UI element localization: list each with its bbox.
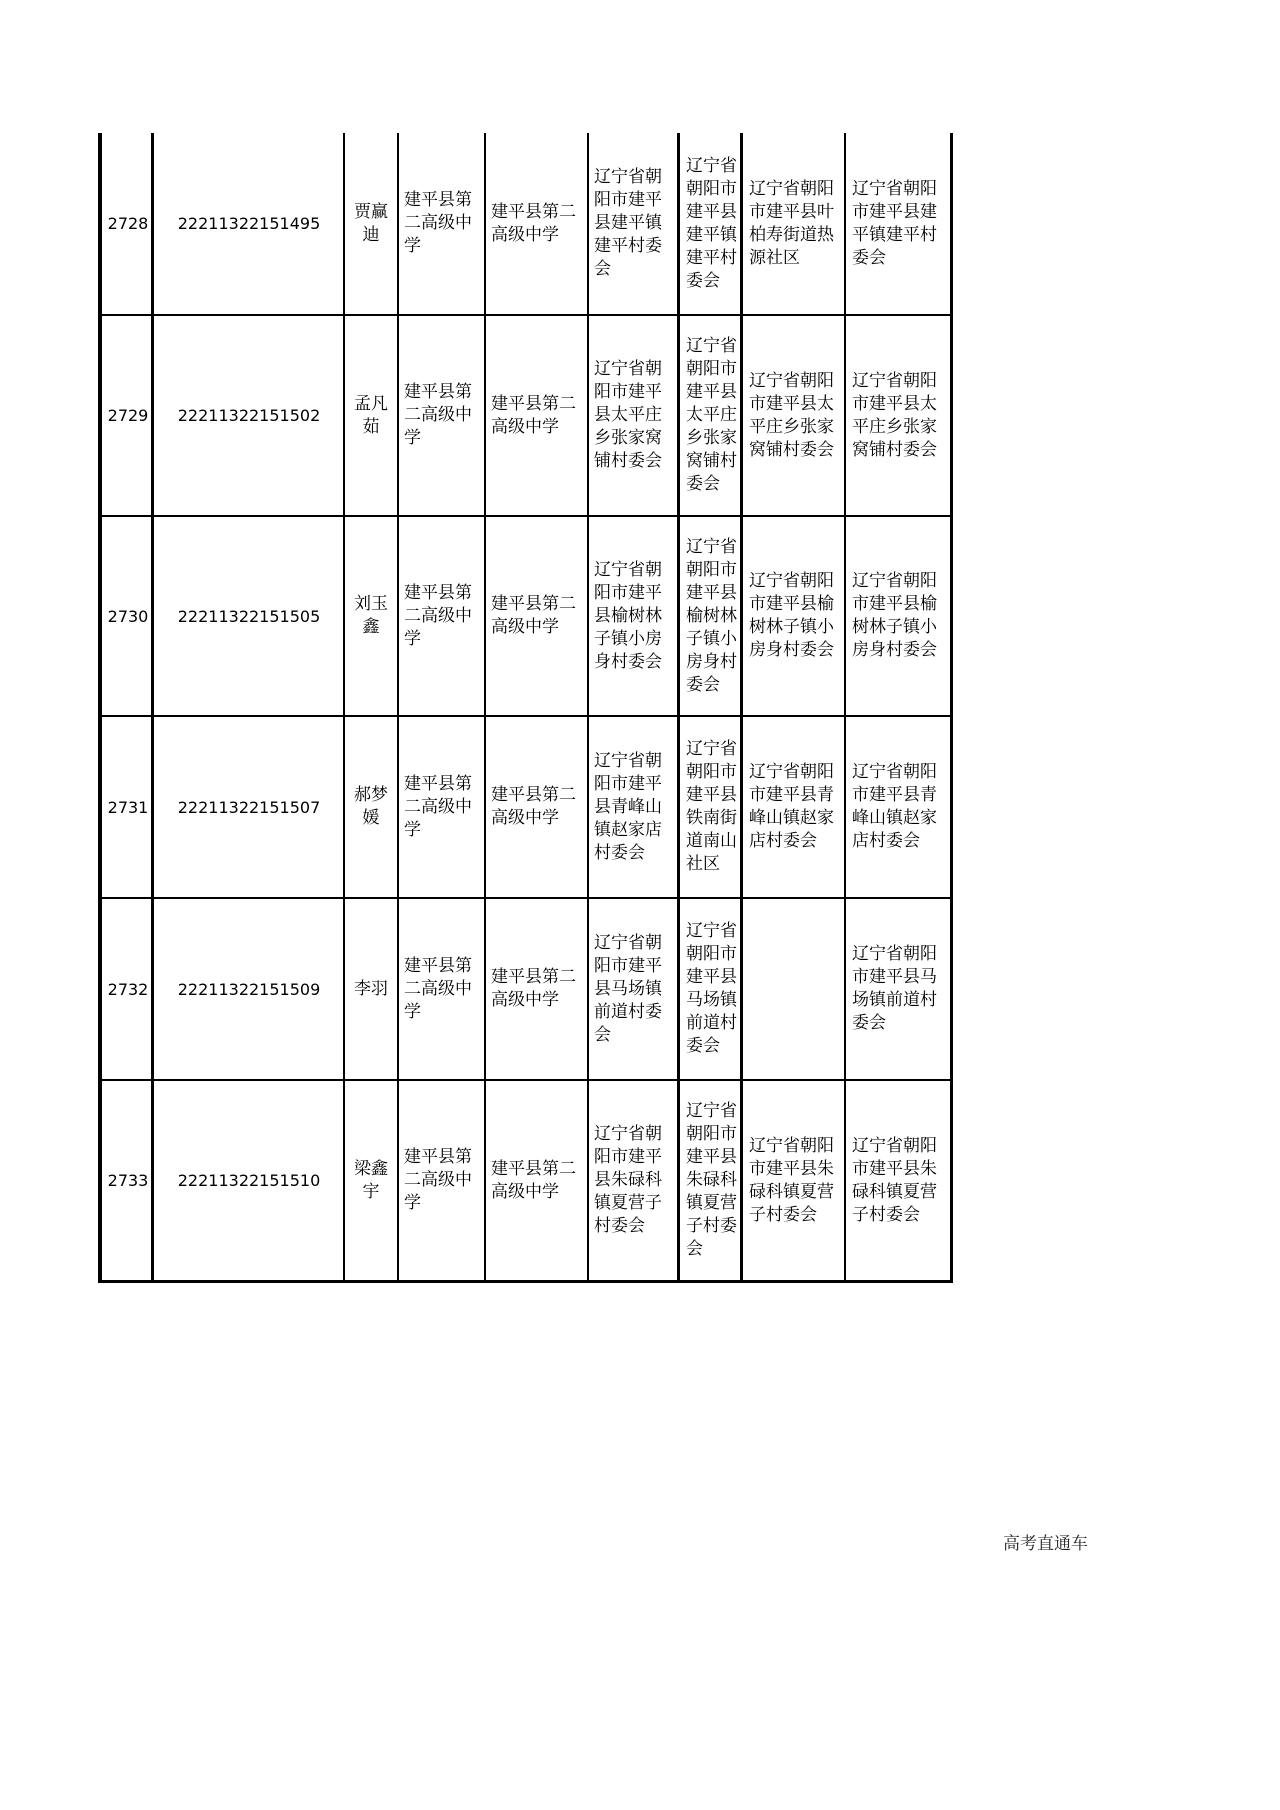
table-row xyxy=(102,1081,950,1280)
address-cell xyxy=(682,316,744,515)
school-name: 建平县第二高级中学 xyxy=(491,594,576,637)
school-cell xyxy=(398,316,485,515)
address-cell xyxy=(588,899,682,1079)
exam-id: 22211322151510 xyxy=(177,1171,321,1190)
address-cell xyxy=(588,1081,682,1280)
address-text: 辽宁省朝阳市建平县榆树林子镇小房身村委会 xyxy=(749,571,834,660)
exam-id: 22211322151507 xyxy=(177,797,321,817)
exam-id: 22211322151502 xyxy=(177,406,321,425)
address-text: 辽宁省朝阳市建平县青峰山镇赵家店村委会 xyxy=(852,762,937,851)
watermark-text: 高考直通车 xyxy=(1003,1534,1088,1554)
school-name: 建平县第二高级中学 xyxy=(404,582,472,649)
school-name: 建平县第二高级中学 xyxy=(491,785,576,828)
address-cell xyxy=(744,717,847,897)
address-cell xyxy=(588,133,682,314)
address-text: 辽宁省朝阳市建平县朱碌科镇夏营子村委会 xyxy=(686,1101,737,1259)
address-text: 辽宁省朝阳市建平县朱碌科镇夏营子村委会 xyxy=(749,1135,834,1225)
address-cell xyxy=(744,517,847,715)
address-cell xyxy=(682,717,744,897)
address-cell xyxy=(682,899,744,1079)
address-cell xyxy=(847,517,950,715)
row-number: 2731 xyxy=(107,797,149,817)
school-cell xyxy=(485,1081,588,1280)
school-cell xyxy=(485,133,588,314)
address-text: 辽宁省朝阳市建平县榆树林子镇小房身村委会 xyxy=(594,559,662,672)
school-cell xyxy=(398,517,485,715)
address-cell xyxy=(588,517,682,715)
student-name: 贾赢迪 xyxy=(354,201,388,245)
row-number: 2730 xyxy=(107,606,149,626)
address-text: 辽宁省朝阳市建平县青峰山镇赵家店村委会 xyxy=(749,762,834,851)
address-text: 辽宁省朝阳市建平县建平镇建平村委会 xyxy=(852,178,937,268)
address-text: 辽宁省朝阳市建平县朱碌科镇夏营子村委会 xyxy=(594,1124,662,1236)
student-name: 郝梦媛 xyxy=(354,785,388,828)
row-number: 2728 xyxy=(107,214,149,233)
address-text: 辽宁省朝阳市建平县朱碌科镇夏营子村委会 xyxy=(852,1135,937,1225)
address-cell xyxy=(847,717,950,897)
student-name: 梁鑫宇 xyxy=(354,1158,388,1202)
exam-id: 22211322151505 xyxy=(177,606,321,626)
school-name: 建平县第二高级中学 xyxy=(491,201,576,245)
school-name: 建平县第二高级中学 xyxy=(491,1158,576,1202)
school-name: 建平县第二高级中学 xyxy=(404,955,472,1022)
school-cell xyxy=(485,717,588,897)
table-row xyxy=(102,517,950,715)
address-cell xyxy=(682,133,744,314)
school-name: 建平县第二高级中学 xyxy=(491,967,576,1010)
table-row xyxy=(102,133,950,314)
student-name-cell xyxy=(344,899,398,1079)
school-cell xyxy=(485,316,588,515)
address-text: 辽宁省朝阳市建平县太平庄乡张家窝铺村委会 xyxy=(852,370,937,460)
address-text: 辽宁省朝阳市建平县太平庄乡张家窝铺村委会 xyxy=(594,359,662,471)
address-cell xyxy=(847,316,950,515)
address-cell xyxy=(744,133,847,314)
address-cell xyxy=(588,717,682,897)
student-name: 刘玉鑫 xyxy=(354,594,388,637)
school-cell xyxy=(398,1081,485,1280)
student-name-cell xyxy=(344,717,398,897)
table-row xyxy=(102,717,950,897)
student-name: 孟凡茹 xyxy=(354,393,388,437)
address-cell xyxy=(847,899,950,1079)
record-table xyxy=(98,133,953,1283)
row-number: 2732 xyxy=(107,979,149,999)
school-name: 建平县第二高级中学 xyxy=(404,1147,472,1213)
exam-id: 22211322151509 xyxy=(177,979,321,999)
school-cell xyxy=(485,517,588,715)
row-number: 2733 xyxy=(107,1171,149,1190)
address-cell xyxy=(682,1081,744,1280)
school-cell xyxy=(398,133,485,314)
school-name: 建平县第二高级中学 xyxy=(404,773,472,840)
address-text: 辽宁省朝阳市建平县马场镇前道村委会 xyxy=(594,932,662,1045)
student-name-cell xyxy=(344,517,398,715)
student-name-cell xyxy=(344,133,398,314)
address-text: 辽宁省朝阳市建平县叶柏寿街道热源社区 xyxy=(749,178,834,268)
address-cell xyxy=(682,517,744,715)
address-text: 辽宁省朝阳市建平县马场镇前道村委会 xyxy=(686,921,737,1056)
address-text: 辽宁省朝阳市建平县青峰山镇赵家店村委会 xyxy=(594,750,662,863)
school-name: 建平县第二高级中学 xyxy=(404,382,472,448)
address-cell xyxy=(847,133,950,314)
address-text: 辽宁省朝阳市建平县太平庄乡张家窝铺村委会 xyxy=(686,336,737,494)
address-text: 辽宁省朝阳市建平县马场镇前道村委会 xyxy=(852,944,937,1033)
school-cell xyxy=(398,899,485,1079)
school-name: 建平县第二高级中学 xyxy=(491,393,576,437)
address-cell xyxy=(744,1081,847,1280)
exam-id: 22211322151495 xyxy=(177,214,321,233)
address-text: 辽宁省朝阳市建平县太平庄乡张家窝铺村委会 xyxy=(749,370,834,460)
student-name-cell xyxy=(344,316,398,515)
school-cell xyxy=(485,899,588,1079)
table-row xyxy=(102,899,950,1079)
address-cell xyxy=(847,1081,950,1280)
address-text: 辽宁省朝阳市建平县建平镇建平村委会 xyxy=(686,155,737,291)
table-row xyxy=(102,316,950,515)
address-cell xyxy=(744,316,847,515)
address-cell xyxy=(744,899,847,1079)
row-number: 2729 xyxy=(107,406,149,425)
address-text: 辽宁省朝阳市建平县建平镇建平村委会 xyxy=(594,167,662,279)
student-name: 李羽 xyxy=(354,978,388,999)
address-cell xyxy=(588,316,682,515)
address-text: 辽宁省朝阳市建平县榆树林子镇小房身村委会 xyxy=(686,536,737,695)
address-text: 辽宁省朝阳市建平县榆树林子镇小房身村委会 xyxy=(852,571,937,660)
school-name: 建平县第二高级中学 xyxy=(404,190,472,256)
school-cell xyxy=(398,717,485,897)
student-name-cell xyxy=(344,1081,398,1280)
address-text: 辽宁省朝阳市建平县铁南街道南山社区 xyxy=(686,739,737,874)
